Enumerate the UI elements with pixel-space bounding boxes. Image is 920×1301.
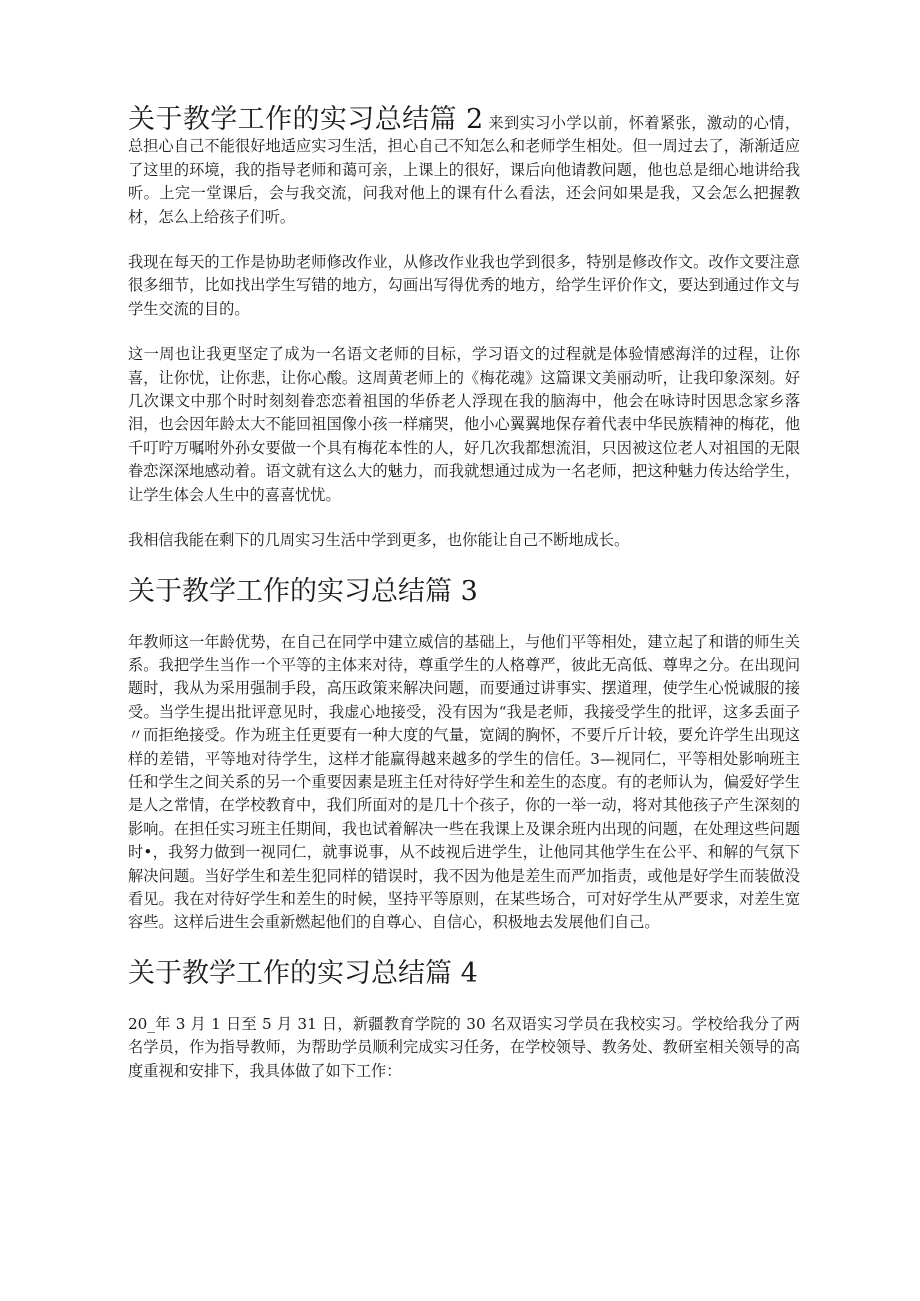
section-2-paragraph: 我现在每天的工作是协助老师修改作业，从修改作业我也学到很多，特别是修改作文。改作文要注意很多细节，比如找出学生写错的地方，勾画出写得优秀的地方，给学生评价作文，要达到通过作文与学生交流的目的。 — [128, 253, 800, 318]
section-2-lead-text: 来到实习小学以前，怀着紧张，激动的心情，总担心自己不能很好地适应实习生活，担心自己不知怎么和老师学生相处。但一周过去了，渐渐适应了这里的环境，我的指导老师和蔼可亲，上课上的很好，课后向他请教问题，他也总是细心地讲给我听。上完一堂课后，会与我交流，问我对他上的课有什么看法，还会问如果是我，又会怎么把握教材，怎么上给孩子们听。 — [128, 114, 801, 226]
section-4-paragraph: 20_年 3 月 1 日至 5 月 31 日，新疆教育学院的 30 名双语实习学员在我校实习。学校给我分了两名学员，作为指导教师，为帮助学员顺利完成实习任务，在学校领导、教务处、教研室相关领导的高度重视和安排下，我具体做了如下工作： — [128, 1014, 800, 1080]
section-2-lead — [128, 104, 801, 229]
section-4-heading: 关于教学工作的实习总结篇 4 — [128, 957, 478, 989]
section-3-heading: 关于教学工作的实习总结篇 3 — [128, 575, 478, 607]
section-2-paragraph: 我相信我能在剩下的几周实习生活中学到更多，也你能让自己不断地成长。 — [128, 531, 630, 550]
section-2-paragraph: 这一周也让我更坚定了成为一名语文老师的目标，学习语文的过程就是体验情感海洋的过程，让你喜，让你忧，让你悲，让你心酸。这周黄老师上的《梅花魂》这篇课文美丽动听，让我印象深刻。好几次课文中那个时时刻刻眷恋恋着祖国的华侨老人浮现在我的脑海中，他会在咏诗时因思念家乡落泪，也会因年龄太大不能回祖国像小孩一样痛哭，他小心翼翼地保存着代表中华民族精神的梅花，他千叮咛万嘱咐外孙女要做一个具有梅花本性的人，好几次我都想流泪，只因被这位老人对祖国的无限眷恋深深地感动着。语文就有这么大的魅力，而我就想通过成为一名老师，把这种魅力传达给学生，让学生体会人生中的喜喜忧忧。 — [128, 345, 800, 504]
section-3-paragraph: 年教师这一年龄优势，在自己在同学中建立威信的基础上，与他们平等相处，建立起了和谐的师生关系。我把学生当作一个平等的主体来对待，尊重学生的人格尊严，彼此无高低、尊卑之分。在出现问题时，我从为采用强制手段，高压政策来解决问题，而要通过讲事实、摆道理，使学生心悦诚服的接受。当学生提出批评意见时，我虚心地接受，没有因为“我是老师，我接受学生的批评，这多丢面子〃而拒绝接受。作为班主任更要有一种大度的气量，宽阔的胸怀，不要斤斤计较，要允许学生出现这样的差错，平等地对待学生，这样才能赢得越来越多的学生的信任。3—视同仁，平等相处影响班主任和学生之间关系的另一个重要因素是班主任对待好学生和差生的态度。有的老师认为，偏爱好学生是人之常情，在学校教育中，我们所面对的是几十个孩子，你的一举一动，将对其他孩子产生深刻的影响。在担任实习班主任期间，我也试着解决一些在我课上及课余班内出现的问题，在处理这些问题时•，我努力做到一视同仁，就事说事，从不歧视后进学生，让他同其他学生在公平、和解的气氛下解决问题。当好学生和差生犯同样的错误时，我不因为他是差生而严加指责，或他是好学生而装做没看见。我在对待好学生和差生的时候，坚持平等原则，在某些场合，可对好学生从严要求，对差生宽容些。这样后进生会重新燃起他们的自尊心、自信心，积极地去发展他们自己。 — [128, 632, 800, 932]
document-page — [128, 104, 801, 1105]
section-2-heading: 关于教学工作的实习总结篇 2 — [128, 104, 484, 135]
